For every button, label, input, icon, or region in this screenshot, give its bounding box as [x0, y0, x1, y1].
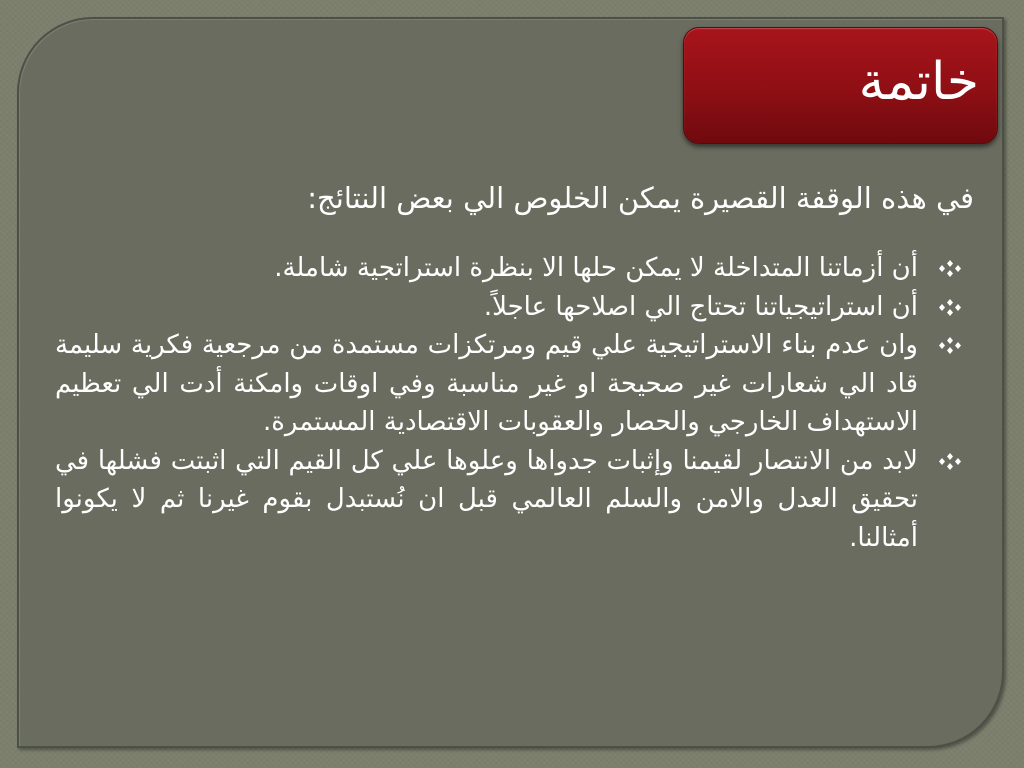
bullet-item [55, 326, 974, 442]
slide-title: خاتمة [858, 52, 979, 112]
four-diamond-bullet-icon [938, 299, 962, 316]
bullet-item [55, 249, 974, 288]
four-diamond-bullet-icon [938, 260, 962, 277]
four-diamond-bullet-icon [938, 453, 962, 470]
title-box [683, 27, 998, 144]
bullet-item [55, 288, 974, 327]
bullet-item [55, 442, 974, 558]
four-diamond-bullet-icon [938, 337, 962, 354]
bullet-text: وان عدم بناء الاستراتيجية علي قيم ومرتكزات مستمدة من مرجعية فكرية سليمة قاد الي شعارات غير صحيحة او غير مناسبة وفي اوقات وامكنة أدت الي تعظيم الاستهداف الخارجي والحصار والعقوبات الاقتصادية المستمرة. [55, 330, 918, 437]
bullet-text: أن أزماتنا المتداخلة لا يمكن حلها الا بنظرة استراتجية شاملة. [274, 253, 918, 283]
bullet-list [55, 249, 974, 557]
bullet-text: لابد من الانتصار لقيمنا وإثبات جدواها وعلوها علي كل القيم التي اثبتت فشلها في تحقيق العدل والامن والسلم العالمي قبل ان نُستبدل بقوم غيرنا ثم لا يكونوا أمثالنا. [55, 445, 918, 553]
bullet-text: أن استراتيجياتنا تحتاج الي اصلاحها عاجلاً. [483, 291, 918, 322]
intro-text: في هذه الوقفة القصيرة يمكن الخلوص الي بعض النتائج: [307, 181, 974, 215]
